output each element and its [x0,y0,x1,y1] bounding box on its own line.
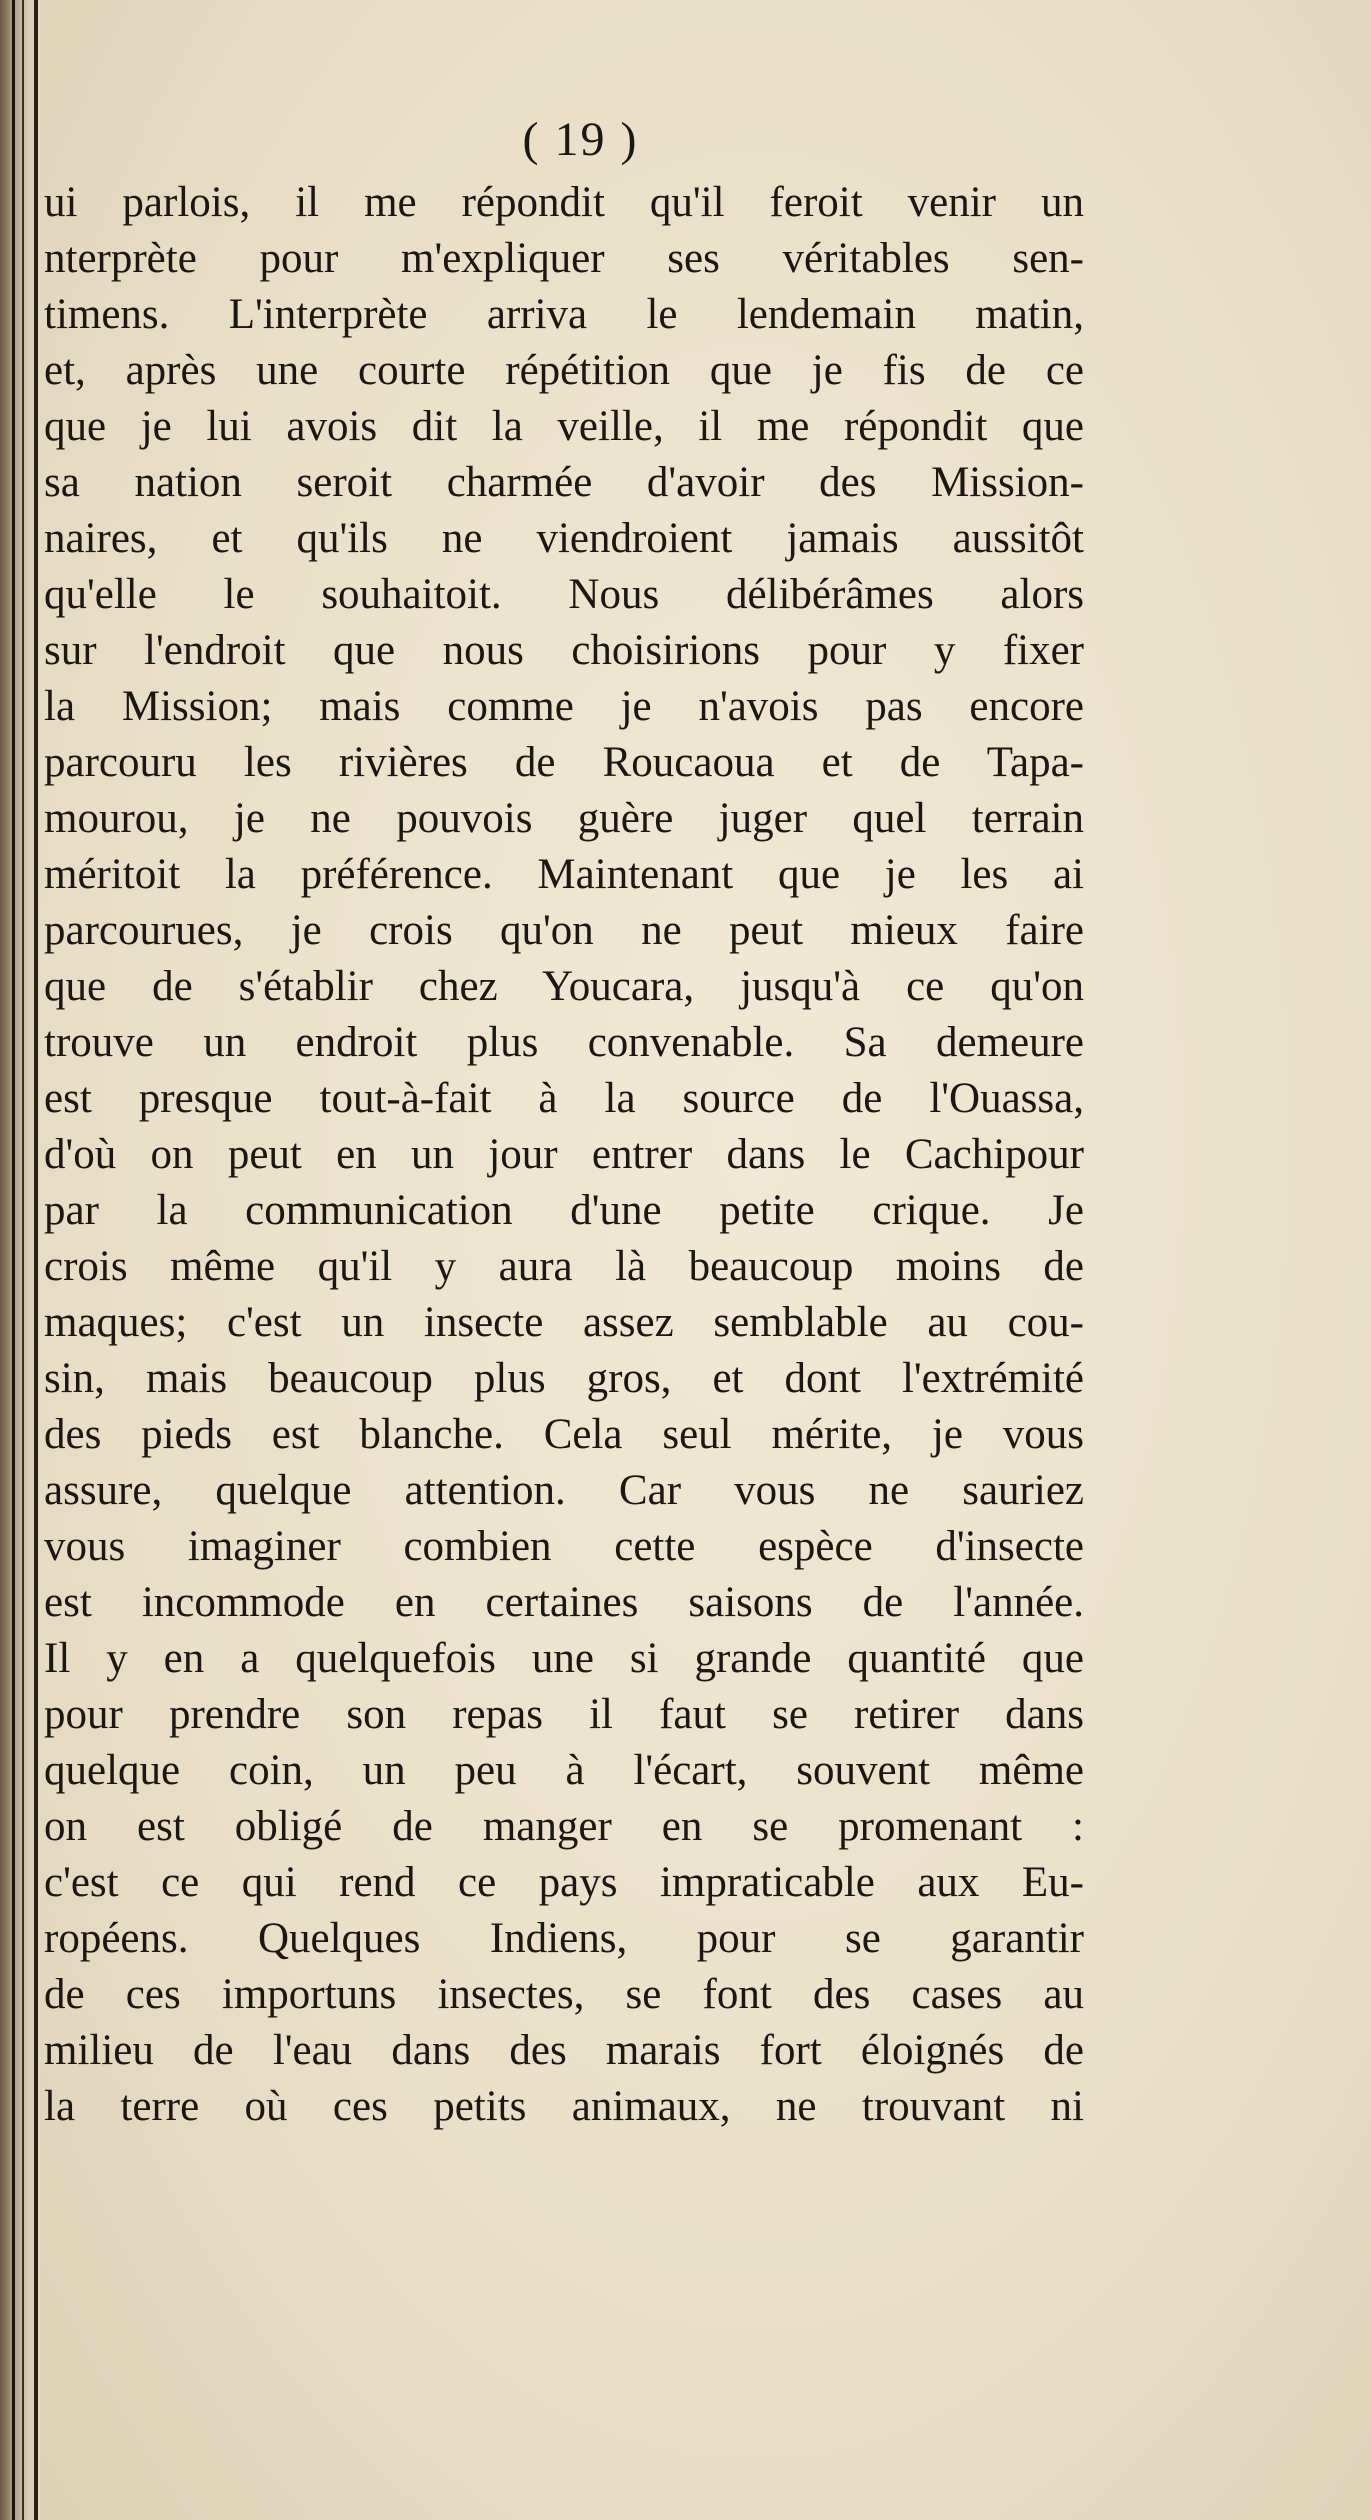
text-line: la Mission; mais comme je n'avois pas encore [44,683,1084,730]
text-line: vous imaginer combien cette espèce d'insecte [44,1523,1084,1570]
text-line: trouve un endroit plus convenable. Sa demeure [44,1019,1084,1066]
text-line: on est obligé de manger en se promenant : [44,1803,1084,1850]
text-line: ui parlois, il me répondit qu'il feroit venir un [44,179,1084,226]
text-line: d'où on peut en un jour entrer dans le Cachipour [44,1131,1084,1178]
text-line: assure, quelque attention. Car vous ne sauriez [44,1467,1084,1514]
text-line: crois même qu'il y aura là beaucoup moins de [44,1243,1084,1290]
text-line: c'est ce qui rend ce pays impraticable aux Eu- [44,1859,1084,1906]
text-line: sur l'endroit que nous choisirions pour y fixer [44,627,1084,674]
text-line: nterprète pour m'expliquer ses véritables sen- [44,235,1084,282]
text-line: sa nation seroit charmée d'avoir des Mission- [44,459,1084,506]
text-line: que de s'établir chez Youcara, jusqu'à ce qu'on [44,963,1084,1010]
spine-edge-line [12,0,15,2520]
text-line: sin, mais beaucoup plus gros, et dont l'extrémité [44,1355,1084,1402]
body-text [44,175,1084,2135]
text-line: qu'elle le souhaitoit. Nous délibérâmes alors [44,571,1084,618]
text-line: milieu de l'eau dans des marais fort éloignés de [44,2027,1084,2074]
text-line: des pieds est blanche. Cela seul mérite, je vous [44,1411,1084,1458]
text-line: et, après une courte répétition que je fis de ce [44,347,1084,394]
text-line: par la communication d'une petite crique. Je [44,1187,1084,1234]
text-line: Il y en a quelquefois une si grande quantité que [44,1635,1084,1682]
text-line: la terre où ces petits animaux, ne trouvant ni [44,2083,1084,2130]
text-line: pour prendre son repas il faut se retirer dans [44,1691,1084,1738]
text-line: est incommode en certaines saisons de l'année. [44,1579,1084,1626]
text-line: que je lui avois dit la veille, il me répondit que [44,403,1084,450]
text-line: mourou, je ne pouvois guère juger quel terrain [44,795,1084,842]
text-line: méritoit la préférence. Maintenant que je les ai [44,851,1084,898]
book-spine [0,0,40,2520]
text-line: timens. L'interprète arriva le lendemain matin, [44,291,1084,338]
spine-edge-line [22,0,24,2520]
text-line: maques; c'est un insecte assez semblable au cou- [44,1299,1084,1346]
text-line: parcouru les rivières de Roucaoua et de Tapa- [44,739,1084,786]
page-number-text: ( 19 ) [522,113,639,166]
text-line: quelque coin, un peu à l'écart, souvent même [44,1747,1084,1794]
text-line: ropéens. Quelques Indiens, pour se garantir [44,1915,1084,1962]
text-line: naires, et qu'ils ne viendroient jamais aussitôt [44,515,1084,562]
page-number [0,112,1371,167]
text-line: de ces importuns insectes, se font des cases au [44,1971,1084,2018]
text-line: parcourues, je crois qu'on ne peut mieux faire [44,907,1084,954]
text-line: est presque tout-à-fait à la source de l'Ouassa, [44,1075,1084,1122]
spine-edge-line [34,0,38,2520]
